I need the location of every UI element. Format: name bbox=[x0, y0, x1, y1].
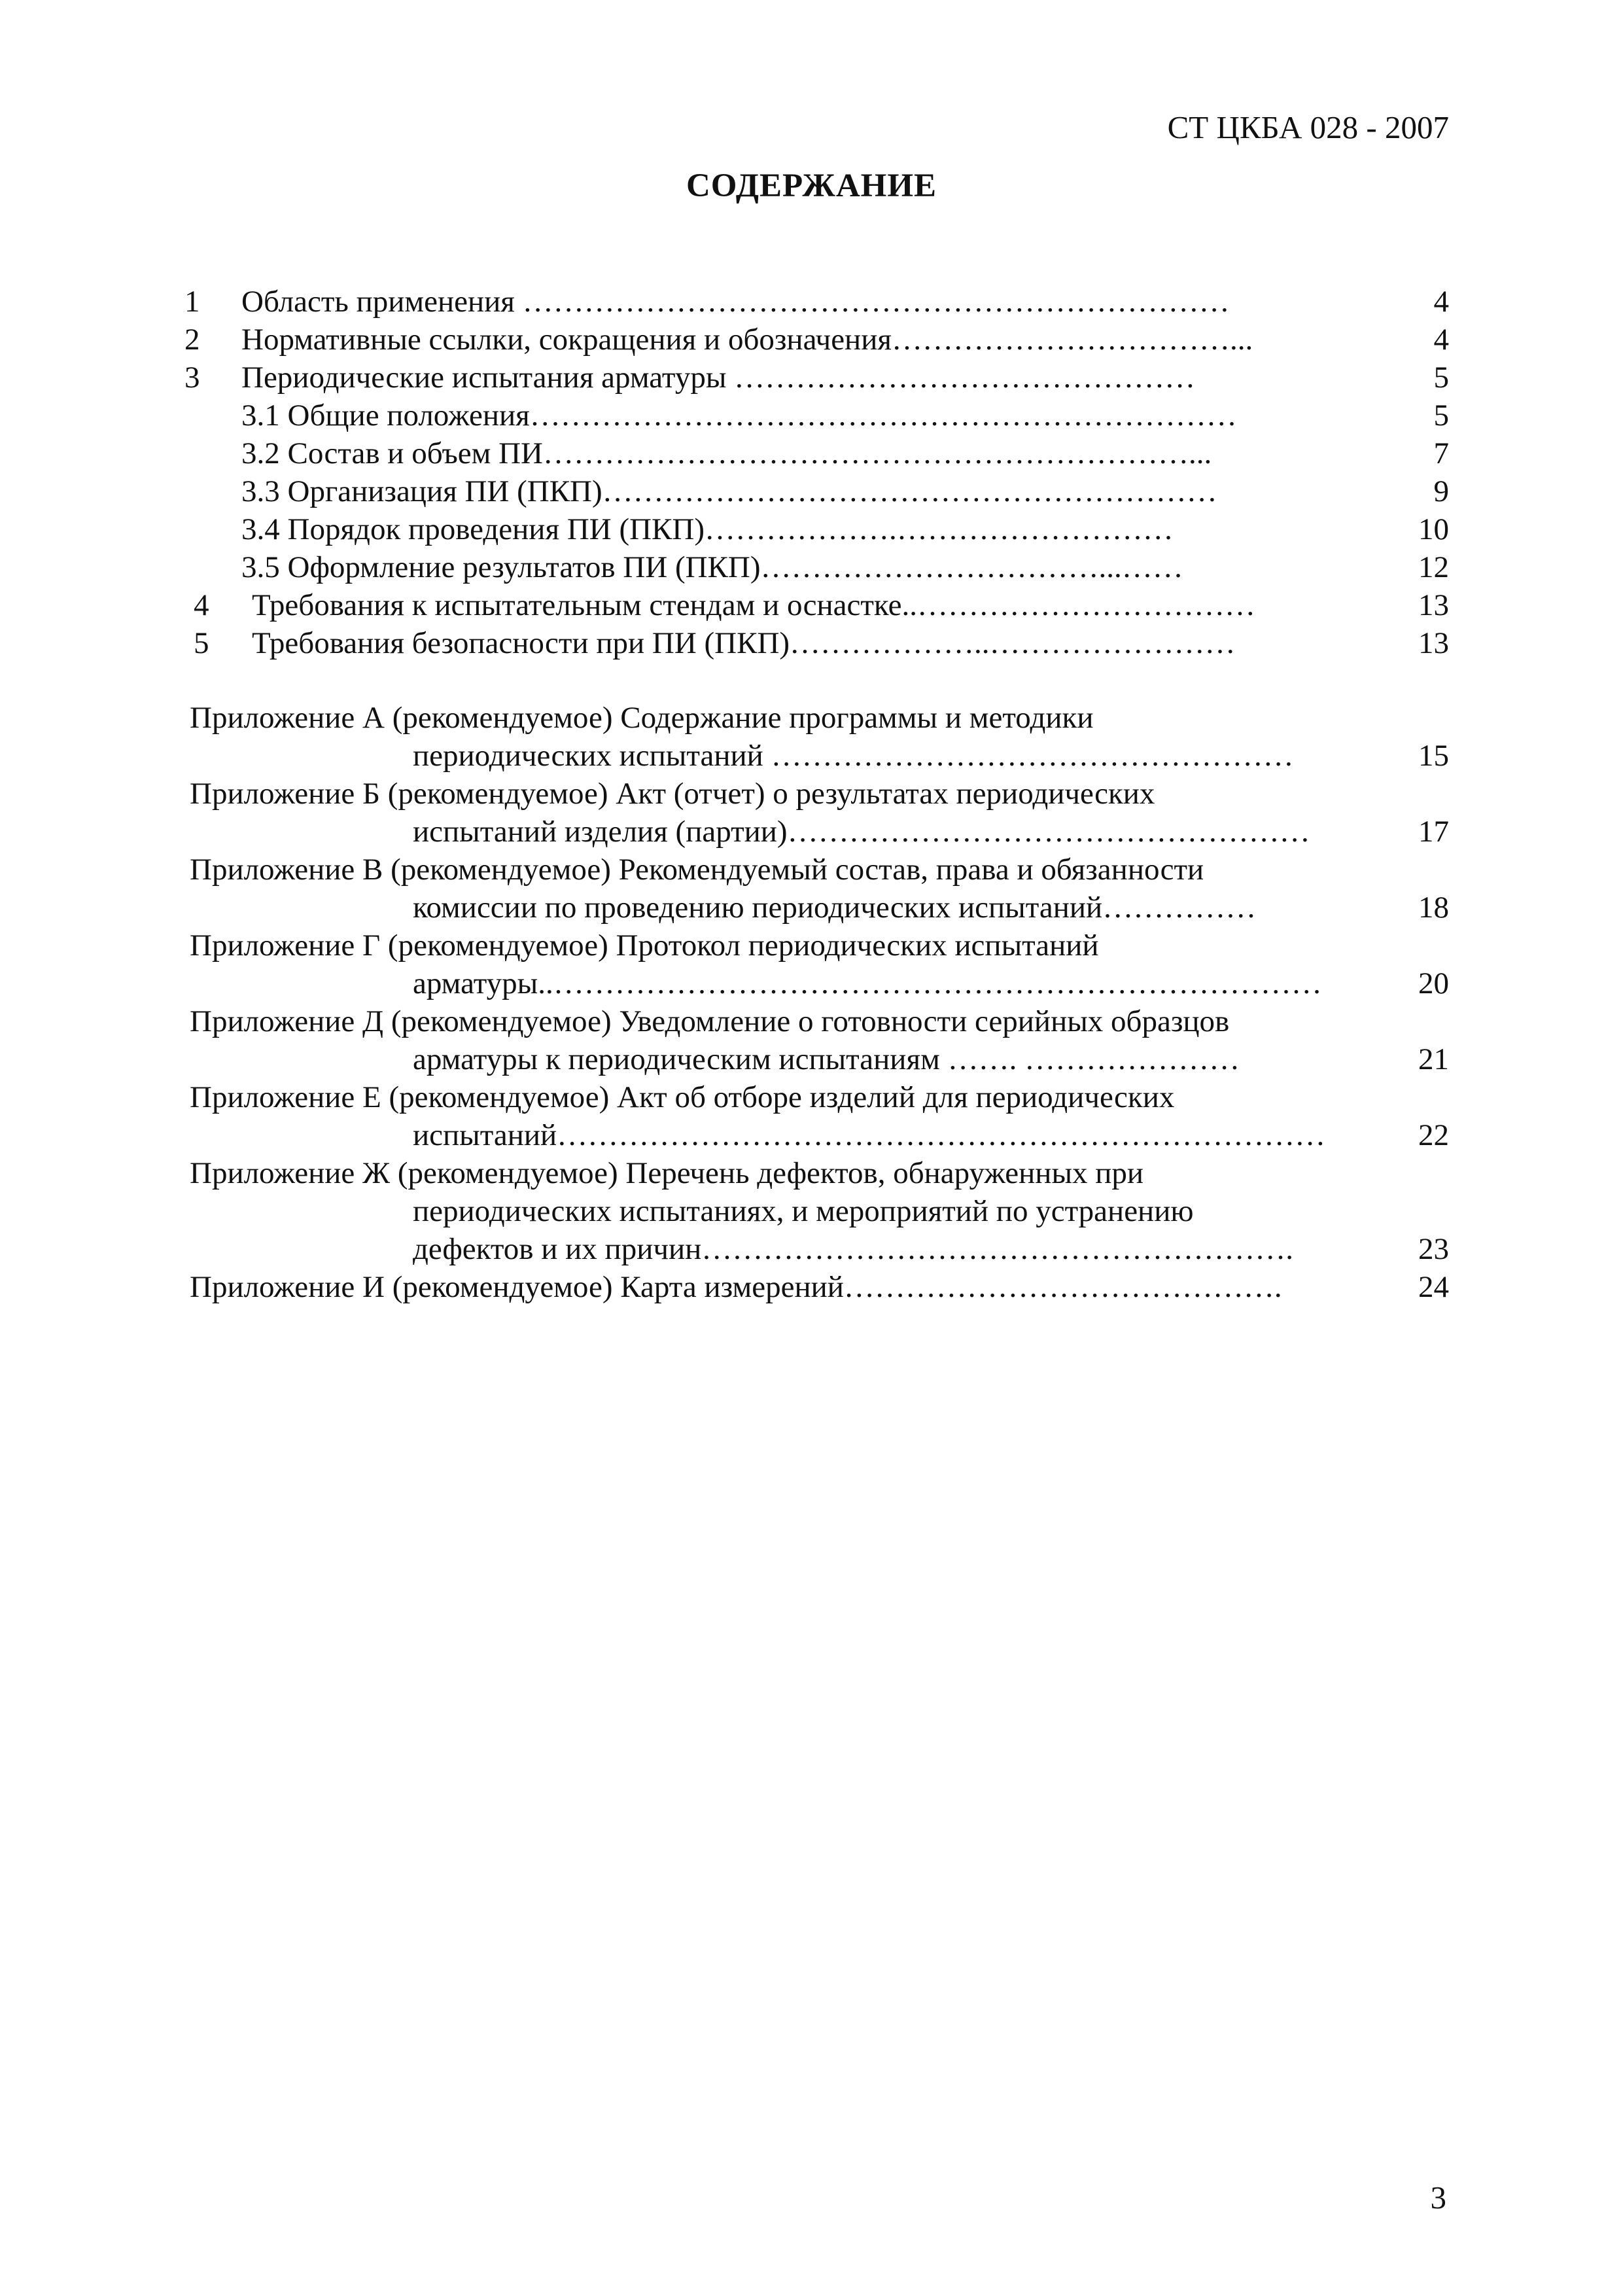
toc-subentry[interactable] bbox=[0, 397, 1623, 434]
page-number: 3 bbox=[1430, 2180, 1446, 2216]
toc-entry-page: 10 bbox=[1418, 512, 1449, 546]
appendix-line: Приложение А (рекомендуемое) Содержание программы и методики bbox=[190, 701, 1094, 735]
appendix-line: периодических испытаний …………………………………………… bbox=[413, 739, 1294, 773]
appendix-line: испытаний изделия (партии)…………………………………………… bbox=[413, 815, 1310, 849]
toc-entry-number: 5 bbox=[194, 626, 209, 660]
page-title: СОДЕРЖАНИЕ bbox=[686, 168, 937, 204]
toc-entry-page: 12 bbox=[1418, 550, 1449, 584]
toc-subentry[interactable] bbox=[0, 548, 1623, 586]
toc-entry-text: 3.3 Организация ПИ (ПКП)…………………………………………………… bbox=[241, 474, 1217, 508]
appendix-line: Приложение Ж (рекомендуемое) Перечень дефектов, обнаруженных при bbox=[190, 1156, 1144, 1190]
toc-entry-text: Нормативные ссылки, сокращения и обозначения……………………………... bbox=[241, 323, 1253, 357]
toc-entry-number: 3 bbox=[184, 361, 200, 395]
toc-subentry[interactable] bbox=[0, 510, 1623, 548]
toc-entry-text: Область применения …………………………………………………………… bbox=[241, 285, 1230, 319]
appendix-line: Приложение Д (рекомендуемое) Уведомление о готовности серийных образцов bbox=[190, 1004, 1230, 1038]
appendix-page: 15 bbox=[1418, 739, 1449, 773]
toc-entry[interactable] bbox=[0, 283, 1623, 321]
toc-entry-number: 1 bbox=[184, 285, 200, 319]
toc-entry-page: 4 bbox=[1433, 285, 1449, 319]
toc-entry-page: 7 bbox=[1433, 436, 1449, 470]
appendix-page: 23 bbox=[1418, 1232, 1449, 1266]
appendix-line: Приложение В (рекомендуемое) Рекомендуемый состав, права и обязанности bbox=[190, 853, 1204, 887]
appendix-line: арматуры к периодическим испытаниям ……. ………………… bbox=[413, 1042, 1240, 1076]
toc-entry[interactable] bbox=[0, 586, 1623, 624]
toc-entry-number: 4 bbox=[194, 588, 209, 622]
appendix-page: 20 bbox=[1418, 966, 1449, 1000]
toc-entry-page: 5 bbox=[1433, 361, 1449, 395]
toc-entry-page: 4 bbox=[1433, 323, 1449, 357]
toc-entry-text: 3.5 Оформление результатов ПИ (ПКП)……………………………...…… bbox=[241, 550, 1183, 584]
toc-entry[interactable] bbox=[0, 321, 1623, 359]
appendix-page: 24 bbox=[1418, 1270, 1449, 1304]
toc-entry-number: 2 bbox=[184, 323, 200, 357]
document-code: СТ ЦКБА 028 - 2007 bbox=[1167, 109, 1449, 145]
appendix-line: комиссии по проведению периодических испытаний…………… bbox=[413, 891, 1257, 925]
toc-entry-page: 5 bbox=[1433, 398, 1449, 433]
toc-entry-text: 3.2 Состав и объем ПИ………………………………………………………... bbox=[241, 436, 1212, 470]
appendix-line: арматуры..………………………………………………………………… bbox=[413, 966, 1322, 1000]
appendix-line: Приложение И (рекомендуемое) Карта измерений……………………………………. bbox=[190, 1270, 1282, 1304]
toc-entry-text: Требования к испытательным стендам и оснастке..…………………………… bbox=[252, 588, 1255, 622]
appendix-page: 22 bbox=[1418, 1118, 1449, 1152]
appendix-line: Приложение Е (рекомендуемое) Акт об отборе изделий для периодических bbox=[190, 1080, 1175, 1114]
appendix-line: дефектов и их причин…………………………………………………. bbox=[413, 1232, 1294, 1266]
toc-subentry[interactable] bbox=[0, 472, 1623, 510]
toc-entry-text: 3.4 Порядок проведения ПИ (ПКП)……………….……………………… bbox=[241, 512, 1174, 546]
toc-entry-page: 9 bbox=[1433, 474, 1449, 508]
appendix-line: периодических испытаниях, и мероприятий по устранению bbox=[413, 1194, 1194, 1228]
toc-entry-text: Периодические испытания арматуры ……………………………………… bbox=[241, 361, 1196, 395]
toc-entry[interactable] bbox=[0, 359, 1623, 397]
appendix-line: испытаний………………………………………………………………… bbox=[413, 1118, 1326, 1152]
toc-subentry[interactable] bbox=[0, 434, 1623, 472]
toc-entry-page: 13 bbox=[1418, 626, 1449, 660]
toc-entry-text: Требования безопасности при ПИ (ПКП)………………..…………………… bbox=[252, 626, 1236, 660]
toc-entry-text: 3.1 Общие положения…………………………………………………………… bbox=[241, 398, 1237, 433]
appendix-page: 18 bbox=[1418, 891, 1449, 925]
appendix-line: Приложение Б (рекомендуемое) Акт (отчет) о результатах периодических bbox=[190, 777, 1155, 811]
toc-entry[interactable] bbox=[0, 624, 1623, 662]
toc-entry-page: 13 bbox=[1418, 588, 1449, 622]
appendix-page: 21 bbox=[1418, 1042, 1449, 1076]
appendix-page: 17 bbox=[1418, 815, 1449, 849]
appendix-line: Приложение Г (рекомендуемое) Протокол периодических испытаний bbox=[190, 928, 1099, 963]
